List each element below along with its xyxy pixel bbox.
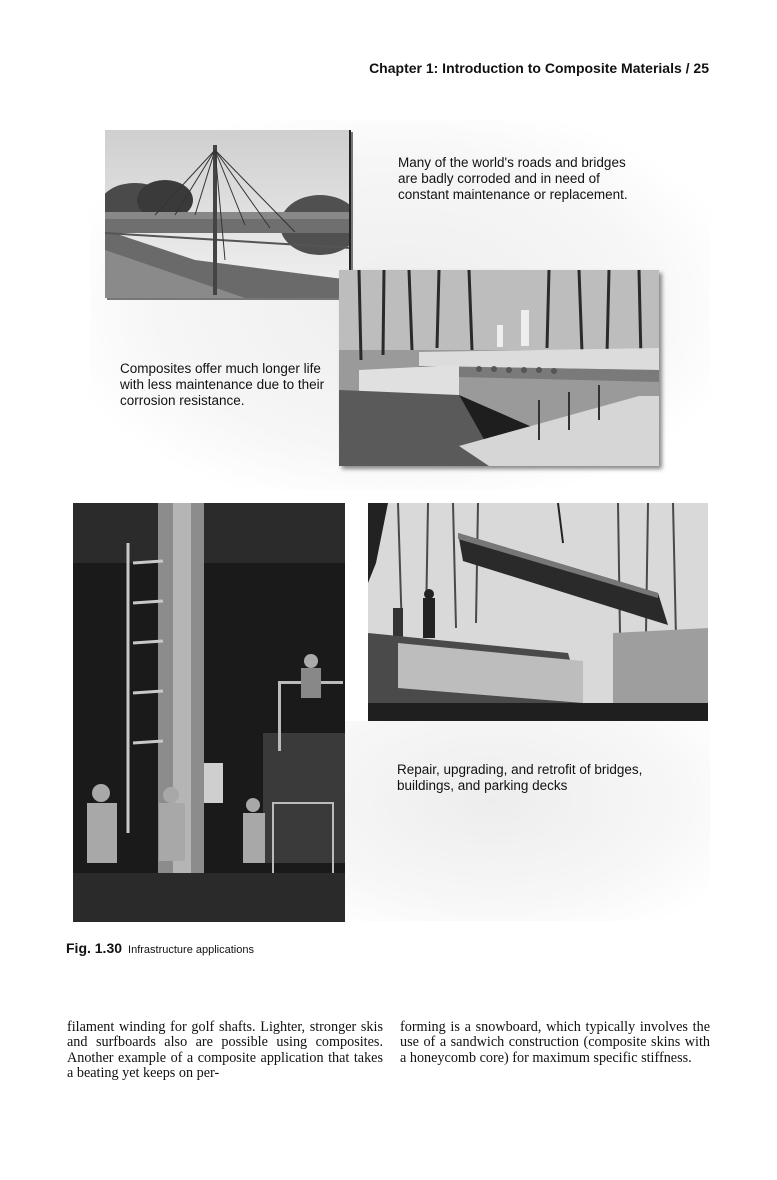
composite-bridge-deck-photo <box>339 270 659 466</box>
figure-caption-text: Infrastructure applications <box>128 944 254 956</box>
deck-panel-installation-photo <box>368 503 708 721</box>
callout-composites-longer-life: Composites offer much longer life with less maintenance due to their corrosion resistance. <box>120 361 325 408</box>
body-text-left-column: filament winding for golf shafts. Lighter, stronger skis and surfboards also are possible using composites. Another example of a composite application that takes a beating yet keeps on per- <box>67 1019 383 1081</box>
lower-collage-background <box>345 721 710 921</box>
body-text-right-column: forming is a snowboard, which typically involves the use of a sandwich construction (composite skins with a honeycomb core) for maximum specific stiffness. <box>400 1019 710 1066</box>
callout-roads-corroded: Many of the world's roads and bridges are badly corroded and in need of constant maintenance or replacement. <box>398 155 628 202</box>
figure-number: Fig. 1.30 <box>66 940 123 956</box>
running-head: Chapter 1: Introduction to Composite Materials / 25 <box>369 60 709 76</box>
figure-caption <box>66 940 254 956</box>
column-wrapping-photo <box>73 503 345 922</box>
callout-repair-retrofit: Repair, upgrading, and retrofit of bridges, buildings, and parking decks <box>397 762 643 793</box>
cable-stayed-bridge-photo <box>105 130 351 298</box>
